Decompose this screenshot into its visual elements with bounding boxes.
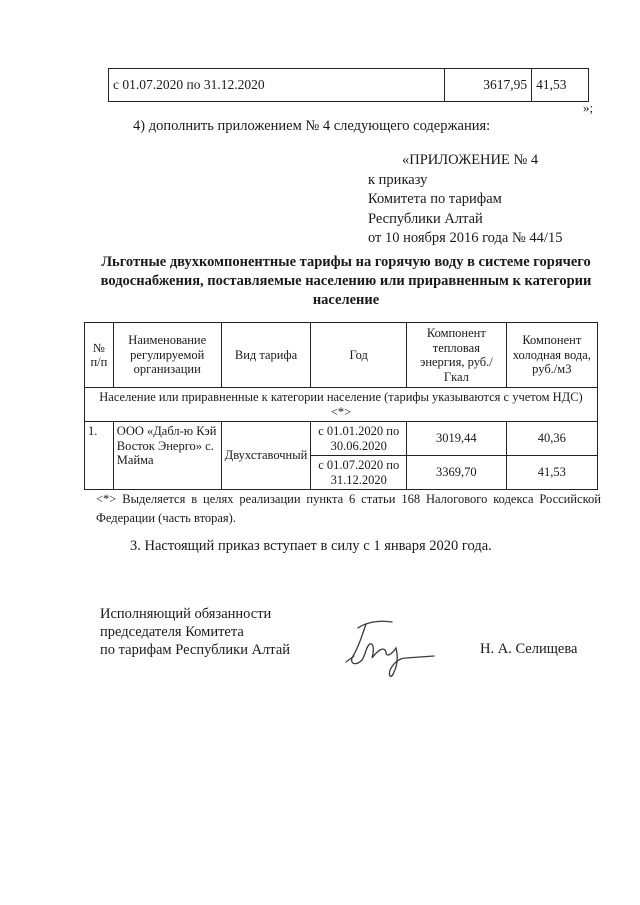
table-row (85, 422, 598, 456)
header-heat-component: Компонент тепловая энергия, руб./Гкал (407, 323, 507, 388)
header-number: № п/п (85, 323, 114, 388)
group-row (85, 388, 598, 422)
water-cell: 41,53 (532, 69, 589, 102)
handwritten-signature (336, 606, 436, 686)
document-title: Льготные двухкомпонентные тарифы на горячую воду в системе горячего водоснабжения, поставляемые населению или приравненным к категории население (100, 254, 592, 308)
table-row (109, 69, 589, 102)
tariff-table (84, 322, 598, 490)
header-organization: Наименование регулируемой организации (113, 323, 221, 388)
signatory-line: Исполняющий обязанности (100, 606, 272, 622)
header-year: Год (311, 323, 407, 388)
heat-cell: 3617,95 (445, 69, 532, 102)
signatory-name: Н. А. Селищева (480, 641, 578, 657)
appendix-line: к приказу (368, 171, 428, 188)
footnote: <*> Выделяется в целях реализации пункта 6 статьи 168 Налогового кодекса Российской Федерации (часть вторая). (96, 492, 601, 525)
group-label: Население или приравненные к категории население (тарифы указываются с учетом НДС) <*> (85, 388, 598, 422)
row-period: с 01.01.2020 по 30.06.2020 (311, 422, 407, 456)
header-tariff-type: Вид тарифа (221, 323, 311, 388)
appendix-line: Комитета по тарифам (368, 191, 502, 207)
row-heat: 3019,44 (407, 422, 507, 456)
row-tariff-type: Двухставочный (221, 422, 311, 490)
appendix-line: от 10 ноября 2016 года № 44/15 (368, 230, 563, 246)
header-water-component: Компонент холодная вода, руб./м3 (506, 323, 597, 388)
appendix-header (368, 151, 562, 249)
closing-quote: »; (583, 100, 594, 115)
signatory-line: по тарифам Республики Алтай (100, 642, 291, 658)
appendix-line: Республики Алтай (368, 210, 483, 227)
row-water: 40,36 (506, 422, 597, 456)
row-number: 1. (85, 422, 114, 490)
signatory-title (100, 605, 290, 659)
paragraph-4: 4) дополнить приложением № 4 следующего содержания: (133, 118, 491, 134)
signatory-line: председателя Комитета (100, 624, 244, 640)
appendix-line: «ПРИЛОЖЕНИЕ № 4 (402, 152, 539, 168)
paragraph-3: 3. Настоящий приказ вступает в силу с 1 января 2020 года. (130, 538, 492, 554)
row-period: с 01.07.2020 по 31.12.2020 (311, 456, 407, 490)
row-organization: ООО «Дабл-ю Кэй Восток Энерго» с. Майма (113, 422, 221, 490)
row-water: 41,53 (506, 456, 597, 490)
row-heat: 3369,70 (407, 456, 507, 490)
period-cell: с 01.07.2020 по 31.12.2020 (109, 69, 445, 102)
previous-table-last-row (108, 68, 589, 102)
table-header-row (85, 323, 598, 388)
